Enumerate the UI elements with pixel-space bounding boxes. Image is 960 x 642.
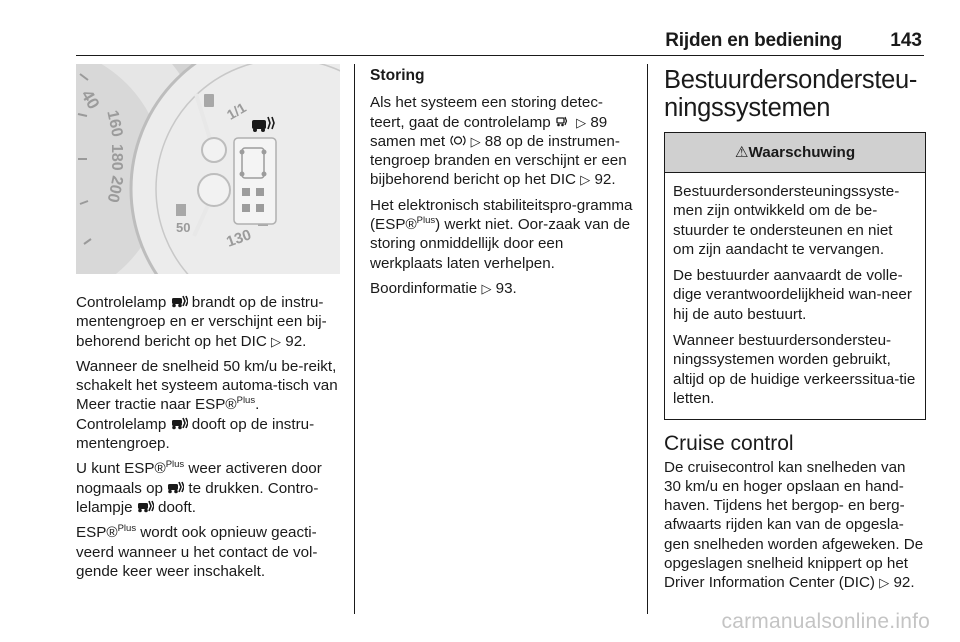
dial-label: 130 xyxy=(224,226,254,251)
column-divider-left xyxy=(354,64,355,614)
triangle-reference-icon: ▷ xyxy=(879,575,890,591)
fuel-pump-icon xyxy=(204,94,214,107)
triangle-reference-icon: ▷ xyxy=(580,172,591,188)
paragraph-speed-switch: Wanneer de snelheid 50 km/u be-reikt, schakelt het systeem automa-tisch van Meer tractie naar ESP®$^{Plus}$. Controlelamp dooft op de instru-mentengroep. xyxy=(76,357,338,453)
warning-paragraph: De bestuurder aanvaardt de volle-dige verantwoordelijkheid wan-neer hij de auto bestuurt. xyxy=(673,267,912,323)
page-header xyxy=(76,30,924,56)
warning-paragraph: Wanneer bestuurdersondersteu-ningssystemen worden gebruikt, altijd op de huidige verkeerssitua-tie letten. xyxy=(673,332,916,407)
paragraph-esp-not-working: Het elektronisch stabiliteitspro-gramma (ESP®$^{Plus}$) werkt niet. Oor-zaak van de storing onmiddellijk door een werkplaats laten verhelpen. xyxy=(370,196,633,272)
warning-box xyxy=(664,132,926,420)
instrument-cluster-image xyxy=(76,64,340,274)
traction-control-icon xyxy=(167,481,184,494)
triangle-reference-icon: ▷ xyxy=(481,280,492,296)
warning-body xyxy=(665,173,925,419)
needle-hub-lower xyxy=(198,174,230,206)
watermark: carmanualsonline.info xyxy=(721,610,930,633)
paragraph-control-lamp-on: Controlelamp brandt op de instru-mentengroep en er verschijnt een bij-behorend bericht op het DIC ▷ 92. xyxy=(76,294,327,350)
paragraph-fault: Als het systeem een storing detec-teert, gaat de controlelamp ▷ 89 samen met ▷ 88 op de instrumen-tengroep branden en verschijnt er een bijbehorend bericht op het DIC ▷ 92. xyxy=(370,94,627,189)
esp-lamp-icon xyxy=(555,115,572,128)
dial-label: 40 xyxy=(77,86,104,113)
column-right xyxy=(664,66,926,599)
page-number: 143 xyxy=(890,30,922,51)
traction-control-icon xyxy=(171,417,188,430)
abs-lamp-icon xyxy=(449,134,466,147)
traction-control-icon xyxy=(137,500,154,513)
warning-paragraph: Bestuurdersondersteuningssyste-men zijn ontwikkeld om de be-stuurder te ondersteunen en niet om zijn aandacht te vervangen. xyxy=(673,183,900,258)
traction-control-icon xyxy=(171,295,188,308)
section-heading-storing: Storing xyxy=(370,67,425,84)
dial-label: 180 xyxy=(108,144,125,171)
dial-label: 1/1 xyxy=(223,99,249,123)
needle-hub xyxy=(202,138,226,162)
dial-label: 160 xyxy=(103,108,126,139)
warning-title: Waarschuwing xyxy=(748,144,856,161)
column-divider-right xyxy=(647,64,648,614)
coolant-icon xyxy=(176,204,186,216)
triangle-reference-icon: ▷ xyxy=(271,333,282,349)
paragraph-cruise-control: De cruisecontrol kan snelheden van 30 km/u en hoger opslaan en hand-haven. Tijdens het bergop- en berg-afwaarts rijden kan van de opgesla-gen snelheden worden afgeweken. De opgeslagen snelheid knippert op het Driver Information Center (DIC) ▷ 92. xyxy=(664,458,924,592)
warning-header xyxy=(665,133,925,173)
column-middle xyxy=(370,66,634,304)
paragraph-ignition: ESP®$^{Plus}$ wordt ook opnieuw geacti-veerd wanneer u het contact de vol-gende keer weer inschakelt. xyxy=(76,523,318,580)
column-left xyxy=(76,64,340,587)
instrument-cluster-drawing xyxy=(76,64,340,274)
section-heading-driver-assistance: Bestuurdersondersteu-ningssystemen xyxy=(664,66,918,122)
paragraph-boordinformatie: Boordinformatie ▷ 93. xyxy=(370,279,517,297)
paragraph-reactivate: U kunt ESP®$^{Plus}$ weer activeren door nogmaals op te drukken. Contro-lelampje dooft. xyxy=(76,459,322,516)
warning-icon: ⚠ xyxy=(734,144,749,161)
dial-label: 200 xyxy=(103,174,126,204)
page-title: Rijden en bediening xyxy=(665,30,842,51)
triangle-reference-icon: ▷ xyxy=(576,114,587,130)
dial-label: 50 xyxy=(176,220,191,235)
triangle-reference-icon: ▷ xyxy=(470,133,481,149)
section-heading-cruise-control: Cruise control xyxy=(664,432,794,456)
